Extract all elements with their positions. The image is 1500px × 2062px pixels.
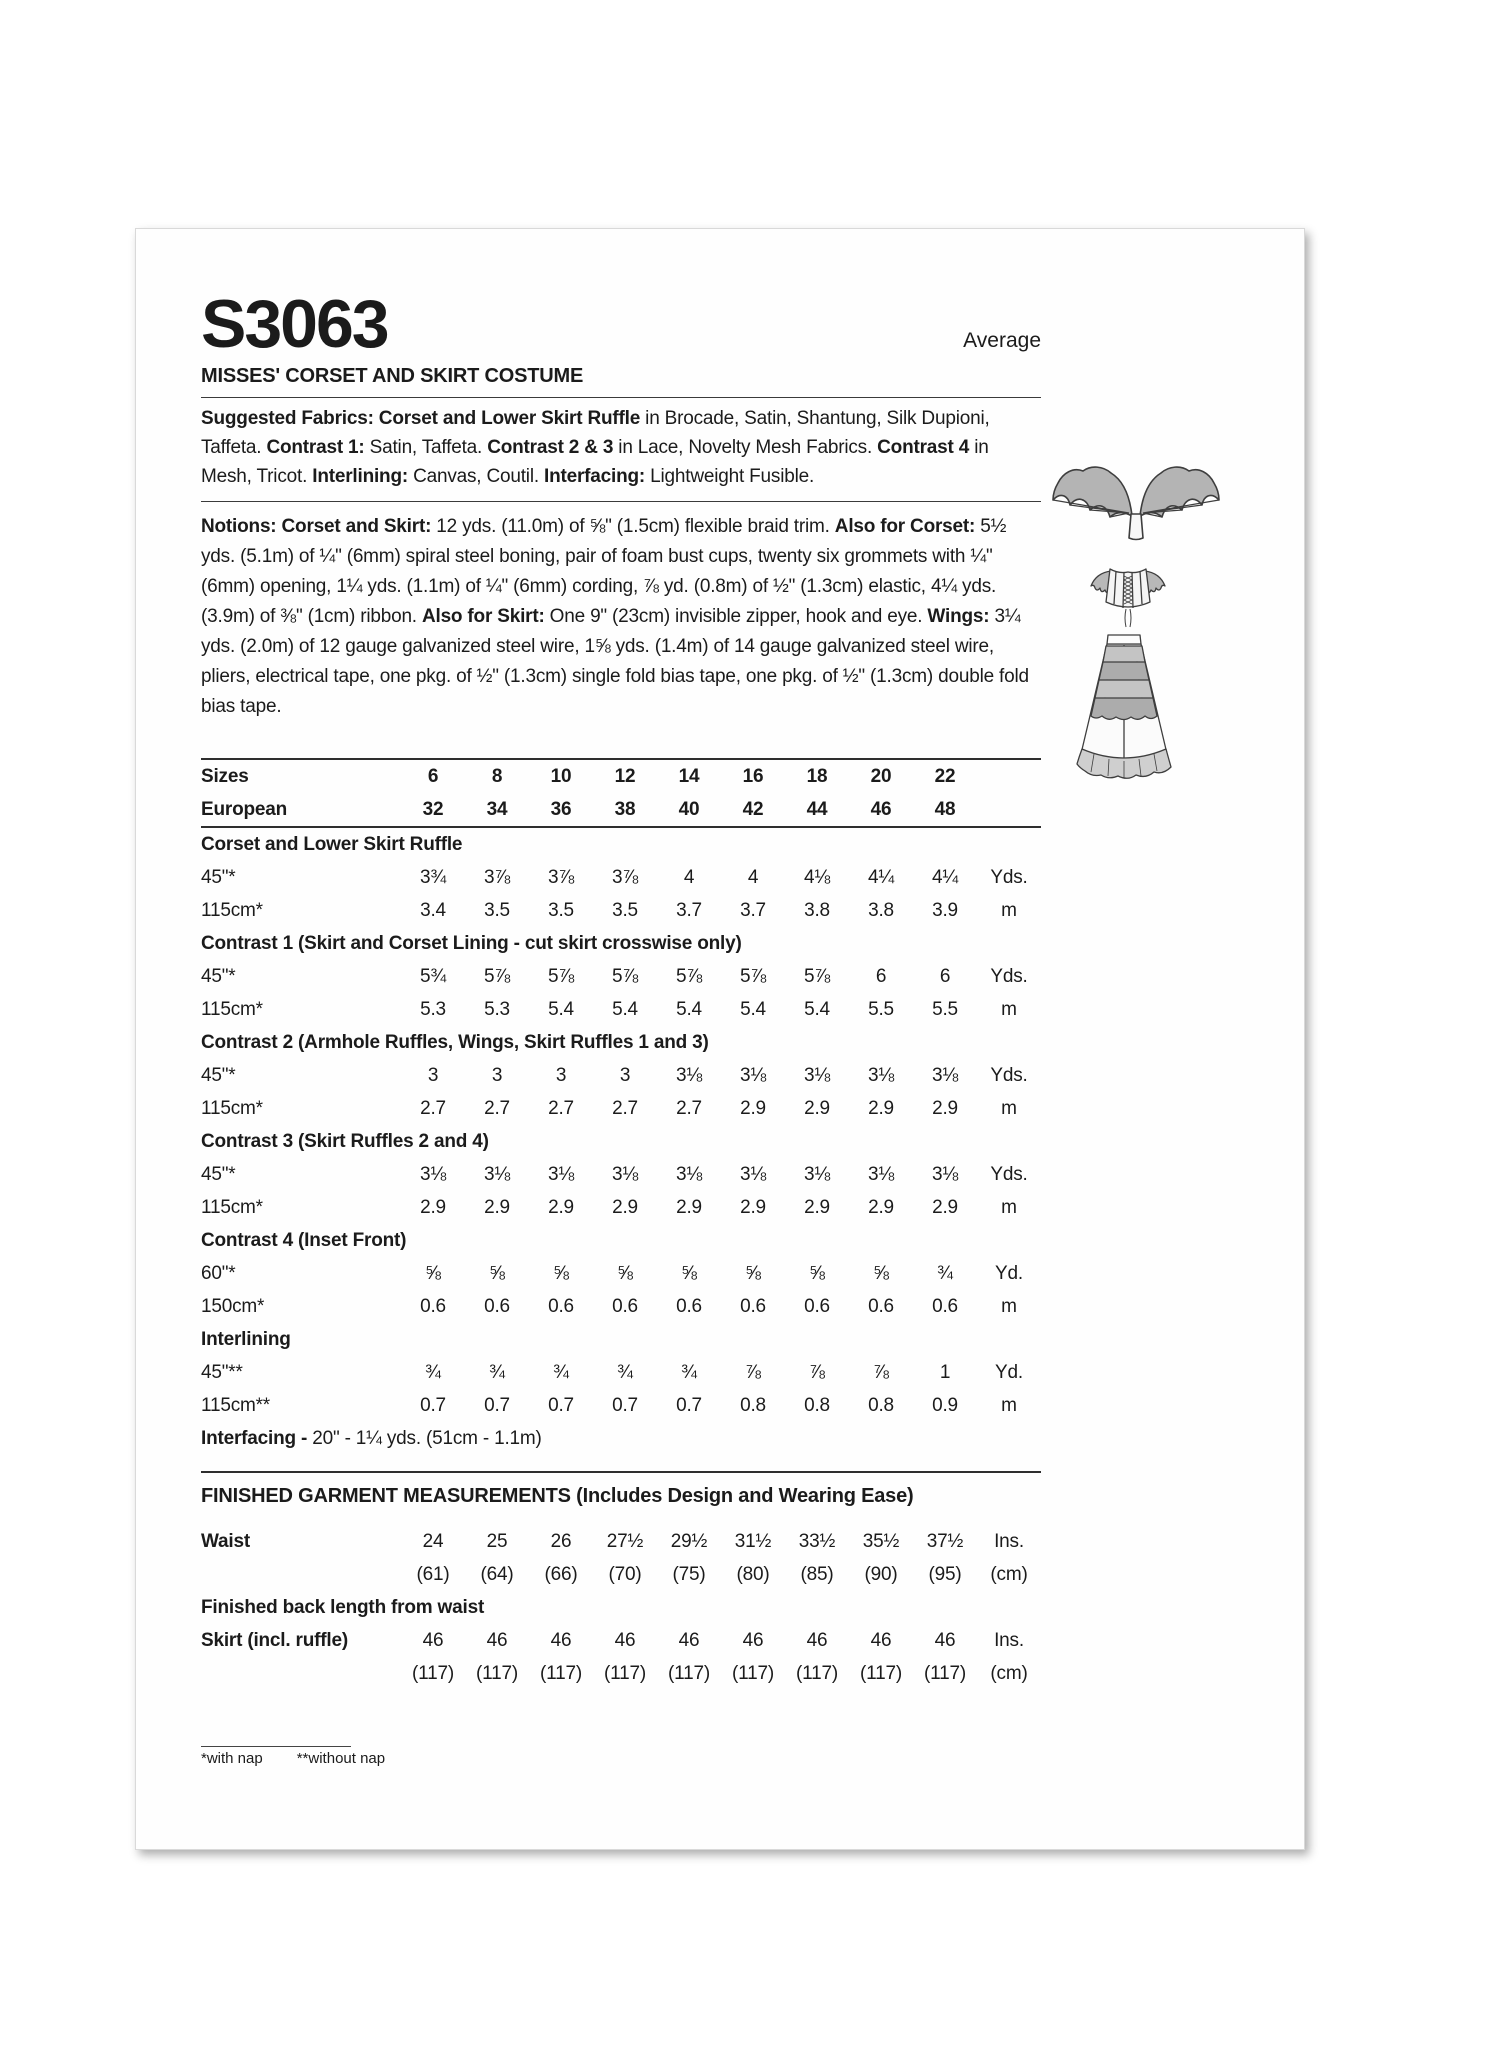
- yardage-row: [201, 894, 1041, 927]
- table-cell: ⅝: [553, 1263, 569, 1284]
- table-cell: (117): [860, 1663, 902, 1684]
- footnote-block: [201, 1746, 1041, 1771]
- table-cell: 2.9: [484, 1197, 510, 1218]
- text-run: Contrast 2 & 3: [487, 437, 614, 458]
- table-cell: 3⅛: [931, 1164, 958, 1185]
- table-cell: 6: [427, 766, 439, 787]
- table-cell: ⅞: [873, 1362, 889, 1383]
- table-cell: 5⅞: [803, 966, 830, 987]
- table-cell: 31½: [734, 1531, 772, 1552]
- table-cell: 3⅞: [483, 867, 510, 888]
- table-cell: 2.9: [868, 1197, 894, 1218]
- row-label: 115cm**: [201, 1395, 271, 1416]
- unit-cell: [977, 793, 1041, 826]
- row-label: 115cm*: [201, 999, 263, 1020]
- table-cell: ¾: [425, 1362, 441, 1383]
- table-cell: 46: [870, 799, 892, 820]
- pattern-number: S3063: [201, 286, 388, 362]
- table-cell: 0.8: [740, 1395, 766, 1416]
- table-cell: 38: [614, 799, 636, 820]
- section-heading-row: [201, 1224, 1041, 1257]
- table-cell: 3.8: [868, 900, 894, 921]
- yardage-row: [201, 960, 1041, 993]
- sizes-header-row: [201, 760, 1041, 793]
- table-cell: 2.9: [932, 1098, 958, 1119]
- table-cell: 2.9: [740, 1197, 766, 1218]
- table-cell: 44: [806, 799, 828, 820]
- finished-measurements-rule: [201, 1471, 1041, 1473]
- text-run: One 9" (23cm) invisible zipper, hook and eye.: [544, 606, 928, 627]
- yardage-row: [201, 1158, 1041, 1191]
- table-cell: 3⅛: [419, 1164, 446, 1185]
- table-cell: ¾: [553, 1362, 569, 1383]
- text-run: Contrast 1:: [266, 437, 365, 458]
- table-cell: 3.4: [420, 900, 446, 921]
- table-cell: 12: [614, 766, 636, 787]
- table-cell: ⅝: [809, 1263, 825, 1284]
- table-cell: 0.8: [804, 1395, 830, 1416]
- table-cell: 2.7: [676, 1098, 702, 1119]
- table-cell: 3⅛: [867, 1065, 894, 1086]
- unit-cell: m: [1001, 999, 1017, 1020]
- table-cell: 2.9: [676, 1197, 702, 1218]
- bat-wings-illustration: [1048, 464, 1224, 548]
- text-run: Canvas, Coutil.: [408, 466, 544, 487]
- yardage-row: [201, 1257, 1041, 1290]
- unit-cell: Yds.: [990, 1164, 1028, 1185]
- table-cell: ¾: [489, 1362, 505, 1383]
- table-cell: 2.9: [804, 1098, 830, 1119]
- table-cell: ⅝: [745, 1263, 761, 1284]
- table-cell: 46: [422, 1630, 444, 1651]
- corset-back-illustration: [1088, 559, 1168, 633]
- text-run: Also for Corset:: [834, 516, 976, 537]
- row-label: 45"*: [201, 966, 236, 987]
- table-cell: 34: [486, 799, 508, 820]
- text-run: in Mesh, Tricot.: [201, 437, 989, 487]
- table-cell: 3: [619, 1065, 631, 1086]
- table-cell: (95): [928, 1564, 962, 1585]
- table-cell: (64): [480, 1564, 514, 1585]
- table-section-heading: Contrast 1 (Skirt and Corset Lining - cut skirt crosswise only): [201, 933, 742, 954]
- table-cell: 5.4: [740, 999, 766, 1020]
- table-cell: 25: [486, 1531, 508, 1552]
- table-cell: 5.4: [612, 999, 638, 1020]
- table-cell: 0.6: [740, 1296, 766, 1317]
- table-cell: ⅝: [873, 1263, 889, 1284]
- yardage-row: [201, 1191, 1041, 1224]
- table-cell: 5⅞: [611, 966, 638, 987]
- table-cell: 2.9: [868, 1098, 894, 1119]
- table-cell: 4¼: [867, 867, 894, 888]
- yardage-row: [201, 1290, 1041, 1323]
- table-cell: 0.6: [932, 1296, 958, 1317]
- table-cell: 0.6: [676, 1296, 702, 1317]
- table-cell: ⅝: [681, 1263, 697, 1284]
- table-cell: 0.8: [868, 1395, 894, 1416]
- row-label: 45"**: [201, 1362, 243, 1383]
- table-cell: (90): [864, 1564, 898, 1585]
- section-heading-row: [201, 1323, 1041, 1356]
- row-label: [201, 1558, 401, 1591]
- unit-cell: Yd.: [995, 1362, 1023, 1383]
- text-run: in Brocade, Satin, Shantung, Silk Dupioni, Taffeta.: [201, 408, 990, 458]
- row-label: 115cm*: [201, 1197, 263, 1218]
- notions-divider: [201, 501, 1041, 502]
- table-cell: 8: [491, 766, 503, 787]
- with-nap-footnote: *with nap: [201, 1750, 263, 1767]
- difficulty-rating: Average: [963, 329, 1041, 352]
- row-label: European: [201, 799, 288, 820]
- section-heading-row: [201, 927, 1041, 960]
- table-cell: (66): [544, 1564, 578, 1585]
- table-cell: 3.5: [612, 900, 638, 921]
- finished-subheading-row: [201, 1591, 1041, 1624]
- table-cell: 46: [870, 1630, 892, 1651]
- row-label: Sizes: [201, 766, 249, 787]
- table-cell: 3: [491, 1065, 503, 1086]
- unit-cell: Yds.: [990, 867, 1028, 888]
- table-cell: ⅝: [425, 1263, 441, 1284]
- table-cell: 3.7: [676, 900, 702, 921]
- table-cell: 4: [747, 867, 759, 888]
- pattern-envelope-back-page: [135, 228, 1305, 1850]
- table-cell: 5.3: [484, 999, 510, 1020]
- table-cell: 3: [555, 1065, 567, 1086]
- table-cell: 3.5: [484, 900, 510, 921]
- table-cell: 46: [486, 1630, 508, 1651]
- table-cell: 42: [742, 799, 764, 820]
- unit-cell: m: [1001, 900, 1017, 921]
- text-run: Also for Skirt:: [421, 606, 545, 627]
- yardage-row: [201, 1389, 1041, 1422]
- table-cell: 18: [806, 766, 828, 787]
- table-cell: 32: [422, 799, 444, 820]
- unit-cell: [977, 760, 1041, 793]
- european-header-row: [201, 793, 1041, 828]
- table-cell: 5⅞: [675, 966, 702, 987]
- table-cell: 3.9: [932, 900, 958, 921]
- unit-cell: (cm): [990, 1564, 1028, 1585]
- table-cell: 5.4: [676, 999, 702, 1020]
- table-section-heading: Corset and Lower Skirt Ruffle: [201, 834, 463, 855]
- table-cell: 48: [934, 799, 956, 820]
- table-cell: 3⅛: [547, 1164, 574, 1185]
- header-row: [201, 277, 1041, 363]
- table-cell: 3⅛: [675, 1164, 702, 1185]
- table-cell: 5.5: [868, 999, 894, 1020]
- table-cell: 46: [678, 1630, 700, 1651]
- table-cell: 5.4: [548, 999, 574, 1020]
- table-cell: 0.9: [932, 1395, 958, 1416]
- table-cell: 46: [614, 1630, 636, 1651]
- table-cell: 6: [939, 966, 951, 987]
- table-cell: 3⅞: [611, 867, 638, 888]
- table-cell: 3.7: [740, 900, 766, 921]
- table-cell: 36: [550, 799, 572, 820]
- table-cell: 3⅞: [547, 867, 574, 888]
- table-section-heading: Contrast 4 (Inset Front): [201, 1230, 407, 1251]
- unit-cell: m: [1001, 1098, 1017, 1119]
- table-cell: 33½: [798, 1531, 836, 1552]
- footnote-text: [201, 1747, 1041, 1771]
- table-cell: (117): [412, 1663, 454, 1684]
- table-section-heading: Contrast 3 (Skirt Ruffles 2 and 4): [201, 1131, 489, 1152]
- table-cell: 0.7: [612, 1395, 638, 1416]
- table-cell: 5¾: [419, 966, 446, 987]
- text-run: Satin, Taffeta.: [364, 437, 488, 458]
- table-cell: 46: [550, 1630, 572, 1651]
- table-cell: (117): [924, 1663, 966, 1684]
- without-nap-footnote: **without nap: [296, 1750, 386, 1767]
- suggested-fabrics-paragraph: [201, 404, 1041, 491]
- table-cell: 0.6: [420, 1296, 446, 1317]
- table-cell: ¾: [681, 1362, 697, 1383]
- table-cell: 0.7: [676, 1395, 702, 1416]
- table-cell: ¾: [617, 1362, 633, 1383]
- table-cell: ⅞: [809, 1362, 825, 1383]
- table-cell: 2.9: [932, 1197, 958, 1218]
- table-cell: 0.6: [868, 1296, 894, 1317]
- text-run: 5½ yds. (5.1m) of ¼" (6mm) spiral steel boning, pair of foam bust cups, twenty six grommets with ¼" (6mm) opening, 1¼ yds. (1.1m) of ¼" (6mm) cording, ⅞ yd. (0.8m) of ½" (1.3cm) elastic, 4¼ yds. (3.9m) of ⅜" (1cm) ribbon.: [201, 516, 1007, 627]
- row-label: Waist: [201, 1531, 250, 1552]
- finished-measurements-table: [201, 1525, 1041, 1690]
- title-divider: [201, 397, 1041, 398]
- text-run: Interfacing -: [201, 1428, 308, 1449]
- text-run: Contrast 4: [877, 437, 970, 458]
- table-cell: 5⅞: [739, 966, 766, 987]
- table-cell: 5.5: [932, 999, 958, 1020]
- table-cell: 46: [806, 1630, 828, 1651]
- table-cell: 2.9: [548, 1197, 574, 1218]
- table-cell: 5.3: [420, 999, 446, 1020]
- table-cell: 3¾: [419, 867, 446, 888]
- table-cell: 5.4: [804, 999, 830, 1020]
- row-label: 115cm*: [201, 1098, 263, 1119]
- text-run: 20" - 1¼ yds. (51cm - 1.1m): [307, 1428, 542, 1449]
- row-label: [201, 1657, 401, 1690]
- text-run: Interlining:: [312, 466, 408, 487]
- unit-cell: Yds.: [990, 966, 1028, 987]
- table-cell: 40: [678, 799, 700, 820]
- unit-cell: m: [1001, 1197, 1017, 1218]
- text-run: Interfacing:: [544, 466, 646, 487]
- table-cell: ⅝: [617, 1263, 633, 1284]
- table-cell: ⅝: [489, 1263, 505, 1284]
- table-cell: (117): [540, 1663, 582, 1684]
- section-heading-row: [201, 1026, 1041, 1059]
- text-run: Lightweight Fusible.: [645, 466, 815, 487]
- table-cell: 3.5: [548, 900, 574, 921]
- finished-row: [201, 1525, 1041, 1558]
- table-cell: 4: [683, 867, 695, 888]
- unit-cell: (cm): [990, 1663, 1028, 1684]
- table-cell: 46: [742, 1630, 764, 1651]
- table-cell: 2.9: [420, 1197, 446, 1218]
- table-cell: 16: [742, 766, 764, 787]
- table-section-heading: Finished back length from waist: [201, 1597, 485, 1618]
- table-cell: 5⅞: [547, 966, 574, 987]
- unit-cell: Yds.: [990, 1065, 1028, 1086]
- table-cell: 29½: [670, 1531, 708, 1552]
- table-cell: ⅞: [745, 1362, 761, 1383]
- finished-measurements-heading: FINISHED GARMENT MEASUREMENTS (Includes Design and Wearing Ease): [201, 1485, 914, 1507]
- table-cell: (61): [416, 1564, 450, 1585]
- main-column: [201, 277, 1041, 1771]
- finished-row: [201, 1624, 1041, 1657]
- unit-cell: Yd.: [995, 1263, 1023, 1284]
- table-cell: ¾: [937, 1263, 953, 1284]
- unit-cell: m: [1001, 1395, 1017, 1416]
- table-cell: 1: [939, 1362, 951, 1383]
- finished-row: [201, 1558, 1041, 1591]
- row-label: 60"*: [201, 1263, 236, 1284]
- table-cell: (80): [736, 1564, 770, 1585]
- table-cell: 2.7: [420, 1098, 446, 1119]
- table-cell: 3⅛: [739, 1164, 766, 1185]
- yardage-row: [201, 1059, 1041, 1092]
- table-cell: (117): [668, 1663, 710, 1684]
- table-cell: (117): [604, 1663, 646, 1684]
- table-cell: 0.7: [420, 1395, 446, 1416]
- table-cell: 0.7: [484, 1395, 510, 1416]
- table-cell: 24: [422, 1531, 444, 1552]
- table-cell: 4⅛: [803, 867, 830, 888]
- table-cell: 37½: [926, 1531, 964, 1552]
- table-cell: 26: [550, 1531, 572, 1552]
- text-run: 12 yds. (11.0m) of ⅝" (1.5cm) flexible braid trim.: [431, 516, 835, 537]
- garment-title: MISSES' CORSET AND SKIRT COSTUME: [201, 365, 584, 387]
- table-section-heading: Interlining: [201, 1329, 291, 1350]
- table-cell: 2.9: [612, 1197, 638, 1218]
- table-cell: 0.6: [612, 1296, 638, 1317]
- table-cell: 14: [678, 766, 700, 787]
- table-cell: 27½: [606, 1531, 644, 1552]
- row-label: 115cm*: [201, 900, 263, 921]
- table-cell: 3: [427, 1065, 439, 1086]
- row-label: 150cm*: [201, 1296, 265, 1317]
- table-cell: 3.8: [804, 900, 830, 921]
- unit-cell: Ins.: [994, 1630, 1024, 1651]
- table-cell: (117): [796, 1663, 838, 1684]
- finished-row: [201, 1657, 1041, 1690]
- text-run: 3¼ yds. (2.0m) of 12 gauge galvanized steel wire, 1⅝ yds. (1.4m) of 14 gauge galvanized steel wire, pliers, electrical tape, one pkg. of ½" (1.3cm) single fold bias tape, one pkg. of ½" (1.3cm) double fold bias tape.: [201, 606, 1029, 717]
- table-cell: 4¼: [931, 867, 958, 888]
- table-cell: 20: [870, 766, 892, 787]
- table-cell: 35½: [862, 1531, 900, 1552]
- text-run: Wings:: [927, 606, 990, 627]
- table-cell: 2.7: [612, 1098, 638, 1119]
- table-cell: 0.6: [804, 1296, 830, 1317]
- text-run: in Lace, Novelty Mesh Fabrics.: [613, 437, 878, 458]
- table-cell: (70): [608, 1564, 642, 1585]
- tiered-skirt-illustration: [1064, 632, 1184, 786]
- unit-cell: Ins.: [994, 1531, 1024, 1552]
- row-label: Skirt (incl. ruffle): [201, 1630, 348, 1651]
- table-cell: 0.6: [548, 1296, 574, 1317]
- interfacing-note: [201, 1422, 1041, 1455]
- row-label: 45"*: [201, 867, 236, 888]
- row-label: 45"*: [201, 1065, 236, 1086]
- table-cell: 22: [934, 766, 956, 787]
- table-cell: 2.7: [484, 1098, 510, 1119]
- table-cell: 3⅛: [931, 1065, 958, 1086]
- table-cell: 0.7: [548, 1395, 574, 1416]
- table-cell: 5⅞: [483, 966, 510, 987]
- table-cell: 2.9: [740, 1098, 766, 1119]
- yardage-table: [201, 760, 1041, 1422]
- yardage-row: [201, 1092, 1041, 1125]
- table-cell: (75): [672, 1564, 706, 1585]
- table-cell: 3⅛: [611, 1164, 638, 1185]
- text-run: Notions: Corset and Skirt:: [201, 516, 432, 537]
- table-cell: 10: [550, 766, 572, 787]
- yardage-row: [201, 861, 1041, 894]
- notions-paragraph: [201, 512, 1041, 722]
- table-section-heading: Contrast 2 (Armhole Ruffles, Wings, Skirt Ruffles 1 and 3): [201, 1032, 709, 1053]
- table-cell: 0.6: [484, 1296, 510, 1317]
- yardage-row: [201, 993, 1041, 1026]
- table-cell: 3⅛: [739, 1065, 766, 1086]
- table-cell: 6: [875, 966, 887, 987]
- table-cell: 2.9: [804, 1197, 830, 1218]
- section-heading-row: [201, 828, 1041, 861]
- table-cell: 46: [934, 1630, 956, 1651]
- table-cell: 3⅛: [803, 1164, 830, 1185]
- text-run: Suggested Fabrics: Corset and Lower Skirt Ruffle: [201, 408, 641, 429]
- table-cell: 3⅛: [803, 1065, 830, 1086]
- table-cell: (85): [800, 1564, 834, 1585]
- unit-cell: m: [1001, 1296, 1017, 1317]
- table-cell: 2.7: [548, 1098, 574, 1119]
- yardage-row: [201, 1356, 1041, 1389]
- section-heading-row: [201, 1125, 1041, 1158]
- table-cell: (117): [732, 1663, 774, 1684]
- table-cell: (117): [476, 1663, 518, 1684]
- table-cell: 3⅛: [867, 1164, 894, 1185]
- row-label: 45"*: [201, 1164, 236, 1185]
- table-cell: 3⅛: [675, 1065, 702, 1086]
- table-cell: 3⅛: [483, 1164, 510, 1185]
